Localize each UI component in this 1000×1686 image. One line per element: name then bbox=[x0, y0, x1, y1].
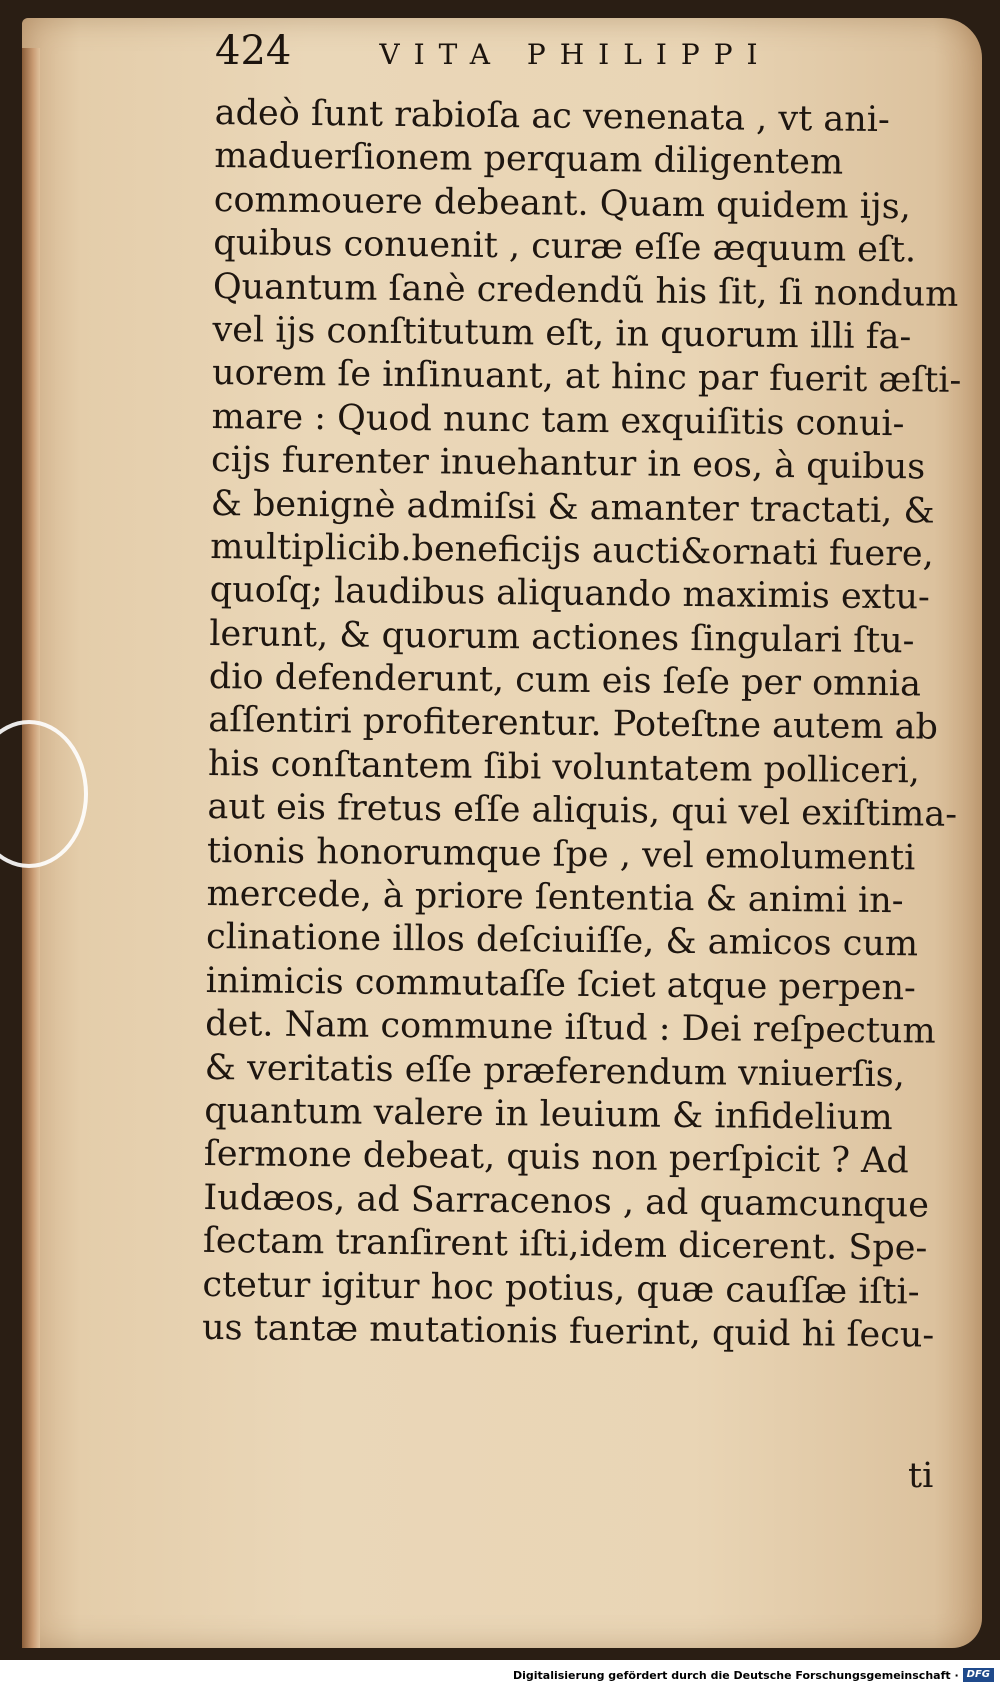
text-line: aſſentiri profiterentur. Poteſtne autem ab bbox=[208, 700, 939, 749]
text-line: quantum valere in leuium & infidelium bbox=[204, 1090, 893, 1139]
footer-credit: Digitalisierung gefördert durch die Deutsche Forschungsgemeinschaft · DFG bbox=[0, 1664, 1000, 1686]
text-line: lerunt, & quorum actiones ſingulari ſtu- bbox=[209, 613, 915, 662]
running-title: VITA PHILIPPI bbox=[379, 38, 772, 71]
footer-credit-text: Digitalisierung gefördert durch die Deutsche Forschungsgemeinschaft bbox=[512, 1668, 951, 1682]
text-line: quoſq; laudibus aliquando maximis extu- bbox=[209, 570, 931, 618]
text-line: maduerſionem perquam diligentem bbox=[214, 136, 844, 183]
text-line: ſermone debeat, quis non perſpicit ? Ad bbox=[203, 1134, 909, 1182]
text-line: clinatione illos deſciuiſſe, & amicos cum bbox=[205, 917, 919, 965]
text-line: det. Nam commune iſtud : Dei reſpectum bbox=[205, 1004, 936, 1052]
text-line: inimicis commutaſſe ſciet atque perpen- bbox=[205, 960, 917, 1009]
text-line: adeò ſunt rabioſa ac venenata , vt ani- bbox=[214, 92, 891, 141]
text-line: ctetur igitur hoc potius, quæ cauſſæ iſti- bbox=[202, 1264, 920, 1312]
text-line: multiplicib.beneficijs aucti&ornati fuere, bbox=[210, 526, 934, 575]
text-line: dio defenderunt, cum eis ſeſe per omnia bbox=[208, 657, 922, 705]
text-line: Iudæos, ad Sarracenos , ad quamcunque bbox=[203, 1177, 930, 1226]
text-line: uorem ſe inſinuant, at hinc par fuerit æſti- bbox=[211, 353, 962, 402]
text-line: & veritatis eſſe præferendum vniuerſis, bbox=[204, 1047, 906, 1095]
text-line: vel ijs conſtitutum eſt, in quorum illi fa- bbox=[212, 309, 912, 358]
text-line: aut eis fretus eſſe aliquis, qui vel exiſtima- bbox=[207, 787, 958, 836]
page-number: 424 bbox=[215, 28, 292, 74]
text-line: commouere debeant. Quam quidem ijs, bbox=[213, 179, 912, 228]
text-line: tionis honorumque ſpe , vel emolumenti bbox=[206, 830, 916, 879]
catchword: ti bbox=[908, 1456, 934, 1496]
text-line: us tantæ mutationis fuerint, quid hi ſecu- bbox=[201, 1307, 935, 1356]
text-line: & benignè admiſsi & amanter tractati, & bbox=[210, 483, 935, 532]
text-line: Quantum ſanè credendũ his ſit, ſi nondum bbox=[212, 266, 959, 315]
page-header bbox=[215, 28, 935, 78]
body-text bbox=[201, 92, 962, 1358]
text-line: ſectam tranſirent iſti,idem dicerent. Spe- bbox=[202, 1221, 928, 1269]
text-line: his conſtantem ſibi voluntatem polliceri, bbox=[207, 743, 921, 792]
text-line: quibus conuenit , curæ eſſe æquum eſt. bbox=[213, 223, 917, 271]
text-line: mercede, à priore ſententia & animi in- bbox=[206, 873, 904, 922]
dfg-logo: DFG bbox=[963, 1668, 994, 1682]
text-line: mare : Quod nunc tam exquiſitis conui- bbox=[211, 396, 905, 444]
text-line: cijs furenter inuehantur in eos, à quibus bbox=[210, 440, 926, 488]
